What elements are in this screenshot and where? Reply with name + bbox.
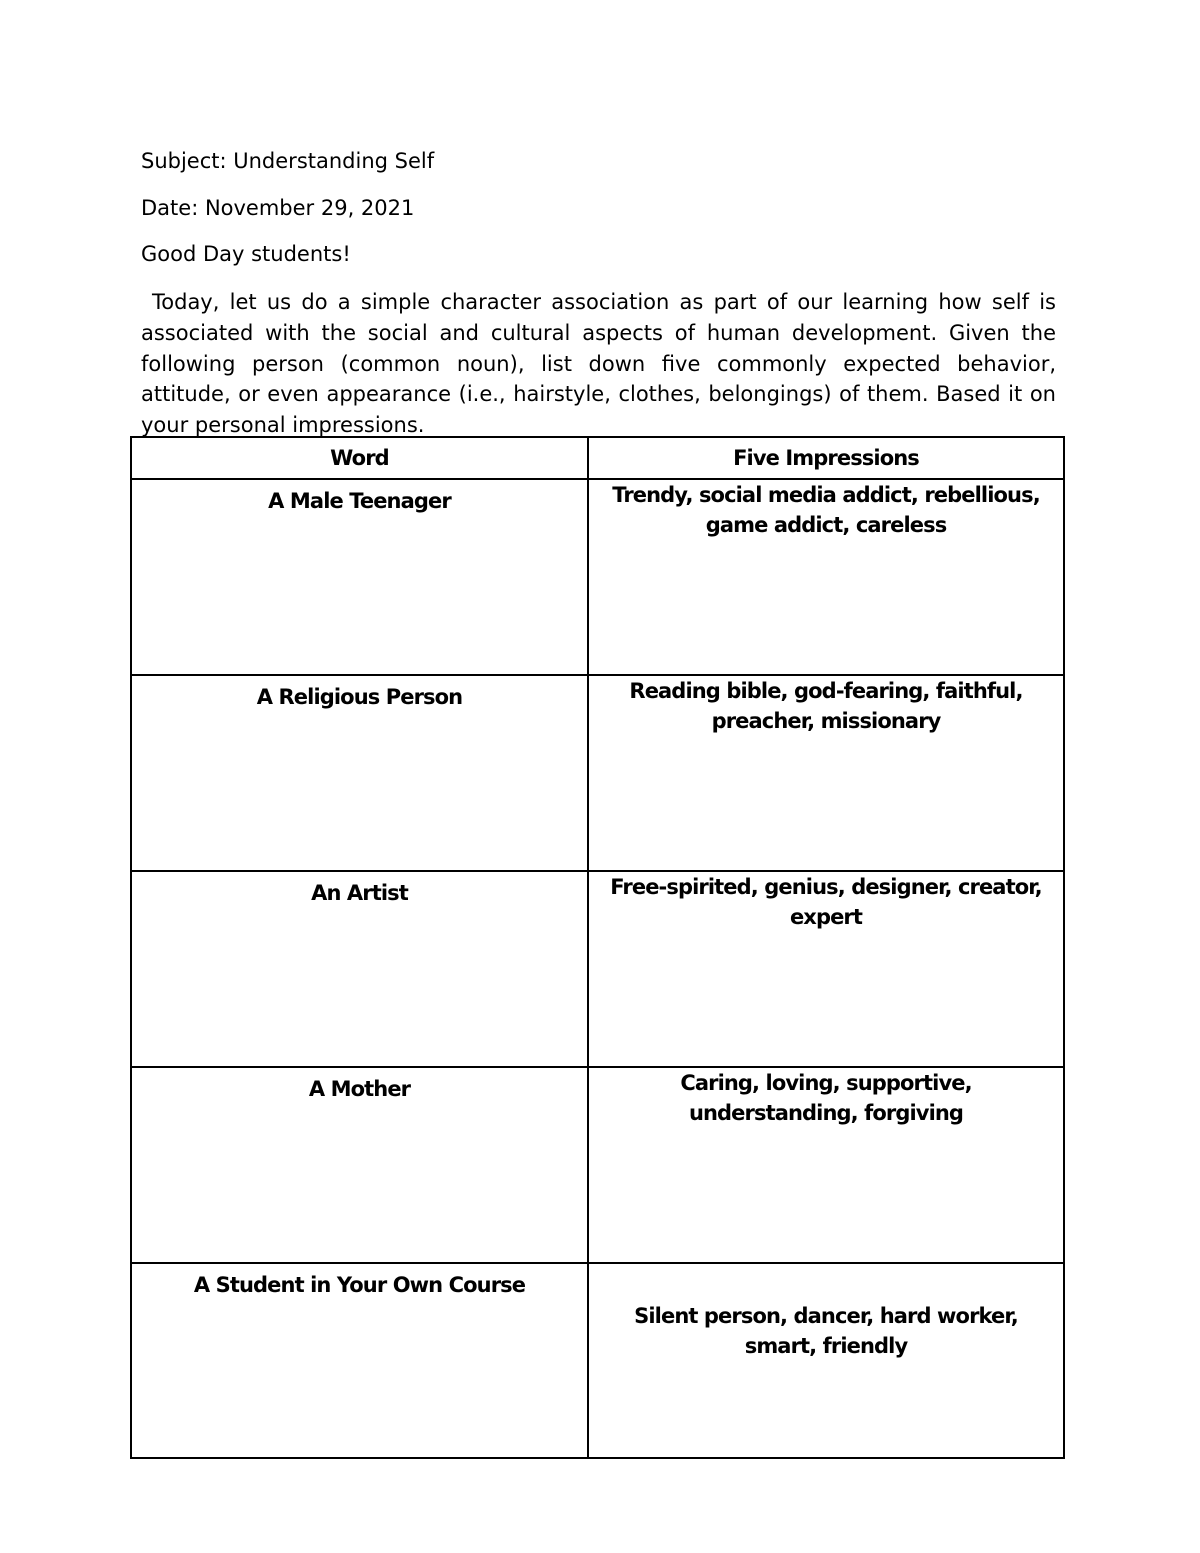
date-line: Date: November 29, 2021 xyxy=(141,196,415,220)
table-row xyxy=(131,1263,1064,1458)
impressions-cell: Free-spirited, genius, designer, creator, expert xyxy=(588,871,1064,1067)
table-row xyxy=(131,1067,1064,1263)
word-cell: A Student in Your Own Course xyxy=(131,1263,588,1458)
impressions-cell: Caring, loving, supportive, understanding, forgiving xyxy=(588,1067,1064,1263)
word-cell: A Male Teenager xyxy=(131,479,588,675)
impressions-table xyxy=(130,436,1065,1459)
word-column-header: Word xyxy=(131,437,588,479)
word-cell: An Artist xyxy=(131,871,588,1067)
word-cell: A Religious Person xyxy=(131,675,588,871)
table-row xyxy=(131,479,1064,675)
impressions-cell: Trendy, social media addict, rebellious, game addict, careless xyxy=(588,479,1064,675)
word-cell: A Mother xyxy=(131,1067,588,1263)
impressions-cell: Reading bible, god-fearing, faithful, preacher, missionary xyxy=(588,675,1064,871)
impressions-column-header: Five Impressions xyxy=(588,437,1064,479)
table-header-row xyxy=(131,437,1064,479)
table-row xyxy=(131,675,1064,871)
subject-line: Subject: Understanding Self xyxy=(141,149,435,173)
instructions-paragraph: Today, let us do a simple character association as part of our learning how self is associated with the social and cultural aspects of human development. Given the following person (common noun), list down five commonly expected behavior, attitude, or even appearance (i.e., hairstyle, clothes, belongings) of them. Based it on your personal impressions. xyxy=(141,290,1056,438)
impressions-cell: Silent person, dancer, hard worker, smart, friendly xyxy=(588,1263,1064,1458)
greeting-line: Good Day students! xyxy=(141,242,351,266)
table-row xyxy=(131,871,1064,1067)
